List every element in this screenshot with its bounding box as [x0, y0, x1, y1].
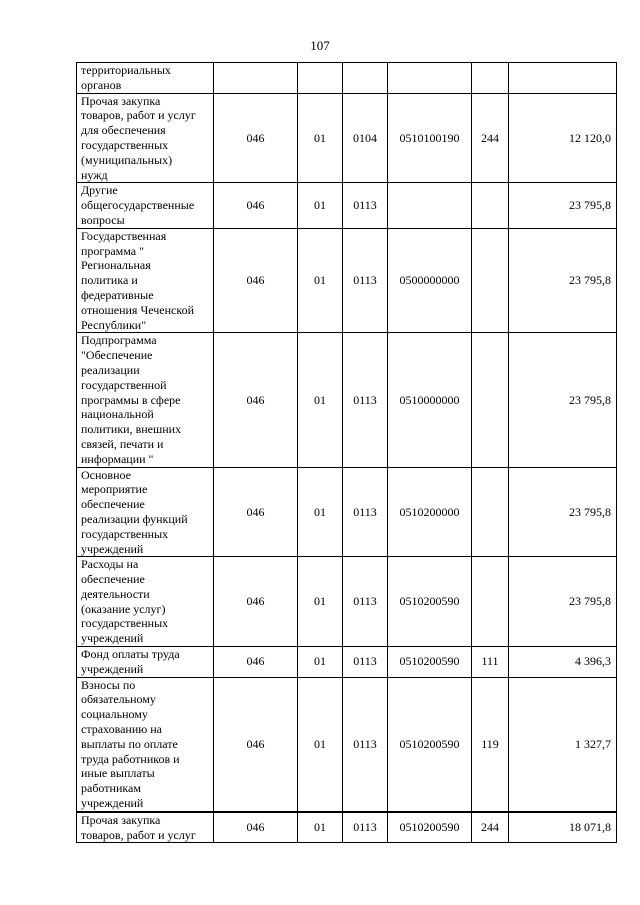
amount-cell: 23 795,8 — [509, 183, 617, 228]
page-number: 107 — [310, 38, 330, 53]
table-row — [77, 557, 617, 647]
amount-cell: 23 795,8 — [509, 333, 617, 467]
section-code-cell: 01 — [298, 228, 343, 333]
table-row — [77, 647, 617, 678]
expense-type-cell: 111 — [472, 647, 509, 678]
amount-cell: 4 396,3 — [509, 647, 617, 678]
ved-code-cell: 046 — [214, 467, 298, 557]
expense-type-cell — [472, 557, 509, 647]
section-code-cell: 01 — [298, 677, 343, 812]
subsection-code-cell: 0113 — [343, 467, 388, 557]
row-name-cell: Другие общегосударственные вопросы — [77, 183, 214, 228]
table-row — [77, 63, 617, 94]
table-row — [77, 183, 617, 228]
subsection-code-cell: 0113 — [343, 183, 388, 228]
target-article-cell — [388, 63, 472, 94]
section-code-cell: 01 — [298, 557, 343, 647]
row-name-cell: территориальных органов — [77, 63, 214, 94]
subsection-code-cell: 0113 — [343, 647, 388, 678]
table-row — [77, 333, 617, 467]
amount-cell — [509, 63, 617, 94]
row-name-cell: Прочая закупка товаров, работ и услуг — [77, 812, 214, 843]
amount-cell: 12 120,0 — [509, 93, 617, 183]
table-row — [77, 677, 617, 812]
table-row — [77, 93, 617, 183]
target-article-cell: 0510200590 — [388, 677, 472, 812]
expense-type-cell — [472, 333, 509, 467]
ved-code-cell: 046 — [214, 93, 298, 183]
amount-cell: 18 071,8 — [509, 812, 617, 843]
subsection-code-cell: 0113 — [343, 812, 388, 843]
row-name-cell: Фонд оплаты труда учреждений — [77, 647, 214, 678]
expense-type-cell — [472, 63, 509, 94]
row-name-cell: Государственная программа " Региональная политика и федеративные отношения Чеченской Республики" — [77, 228, 214, 333]
ved-code-cell: 046 — [214, 183, 298, 228]
section-code-cell — [298, 63, 343, 94]
subsection-code-cell: 0113 — [343, 333, 388, 467]
ved-code-cell: 046 — [214, 647, 298, 678]
amount-cell: 1 327,7 — [509, 677, 617, 812]
section-code-cell: 01 — [298, 333, 343, 467]
row-name-cell: Подпрограмма "Обеспечение реализации государственной программы в сфере национальной политики, внешних связей, печати и информации " — [77, 333, 214, 467]
expense-type-cell — [472, 228, 509, 333]
ved-code-cell: 046 — [214, 812, 298, 843]
target-article-cell: 0500000000 — [388, 228, 472, 333]
row-name-cell: Прочая закупка товаров, работ и услуг для обеспечения государственных (муниципальных) нужд — [77, 93, 214, 183]
subsection-code-cell: 0113 — [343, 557, 388, 647]
row-name-cell: Взносы по обязательному социальному страхованию на выплаты по оплате труда работников и иные выплаты работникам учреждений — [77, 677, 214, 812]
table-row — [77, 228, 617, 333]
table-row — [77, 467, 617, 557]
target-article-cell: 0510200590 — [388, 557, 472, 647]
subsection-code-cell: 0113 — [343, 677, 388, 812]
target-article-cell: 0510000000 — [388, 333, 472, 467]
subsection-code-cell: 0113 — [343, 228, 388, 333]
amount-cell: 23 795,8 — [509, 467, 617, 557]
amount-cell: 23 795,8 — [509, 557, 617, 647]
budget-table — [76, 62, 617, 843]
amount-cell: 23 795,8 — [509, 228, 617, 333]
table-row — [77, 812, 617, 843]
expense-type-cell: 119 — [472, 677, 509, 812]
expense-type-cell — [472, 183, 509, 228]
target-article-cell: 0510100190 — [388, 93, 472, 183]
target-article-cell: 0510200590 — [388, 812, 472, 843]
target-article-cell: 0510200000 — [388, 467, 472, 557]
section-code-cell: 01 — [298, 93, 343, 183]
expense-type-cell — [472, 467, 509, 557]
row-name-cell: Расходы на обеспечение деятельности (оказание услуг) государственных учреждений — [77, 557, 214, 647]
section-code-cell: 01 — [298, 812, 343, 843]
subsection-code-cell: 0104 — [343, 93, 388, 183]
subsection-code-cell — [343, 63, 388, 94]
ved-code-cell: 046 — [214, 333, 298, 467]
target-article-cell — [388, 183, 472, 228]
expense-type-cell: 244 — [472, 812, 509, 843]
section-code-cell: 01 — [298, 647, 343, 678]
ved-code-cell — [214, 63, 298, 94]
ved-code-cell: 046 — [214, 677, 298, 812]
target-article-cell: 0510200590 — [388, 647, 472, 678]
section-code-cell: 01 — [298, 467, 343, 557]
expense-type-cell: 244 — [472, 93, 509, 183]
section-code-cell: 01 — [298, 183, 343, 228]
ved-code-cell: 046 — [214, 228, 298, 333]
ved-code-cell: 046 — [214, 557, 298, 647]
row-name-cell: Основное мероприятие обеспечение реализации функций государственных учреждений — [77, 467, 214, 557]
